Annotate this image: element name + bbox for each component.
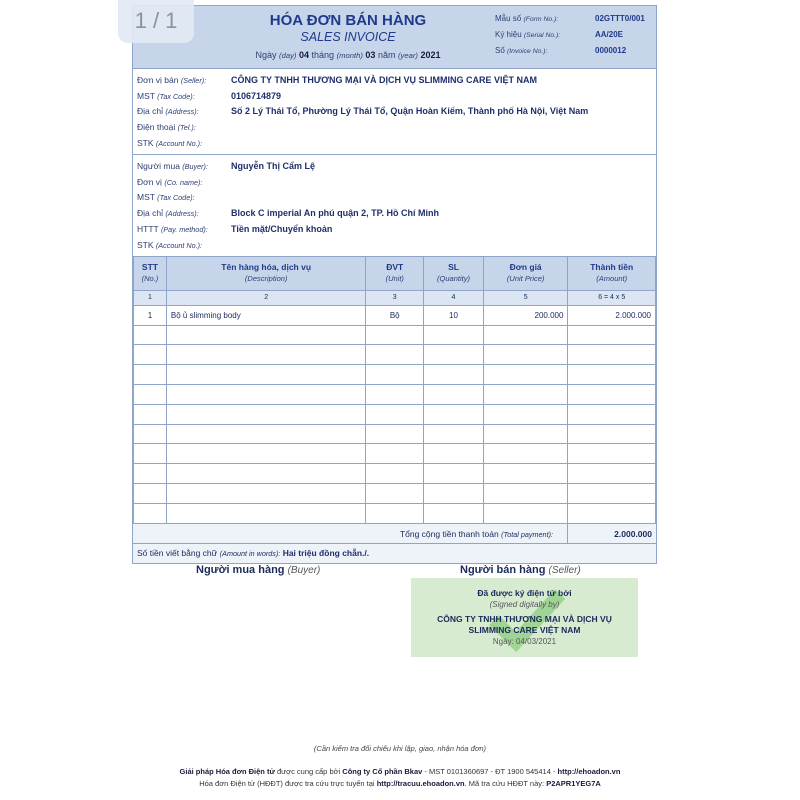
label-vi: MST bbox=[137, 90, 155, 101]
label-en: (Pay. method): bbox=[160, 225, 208, 235]
month-en: (month) bbox=[336, 51, 363, 60]
table-cell bbox=[166, 404, 365, 424]
table-cell: 1 bbox=[134, 305, 167, 325]
day-label: Ngày bbox=[255, 50, 277, 60]
seller-field bbox=[137, 72, 652, 88]
meta-invoice-no bbox=[495, 46, 645, 62]
year-en: (year) bbox=[397, 51, 418, 60]
page-indicator: 1 / 1 bbox=[118, 0, 194, 43]
table-cell bbox=[568, 424, 656, 444]
table-cell: Bộ ủ slimming body bbox=[166, 305, 365, 325]
label-en: (Tax Code): bbox=[157, 91, 195, 101]
label-en: (Tel.): bbox=[177, 123, 196, 133]
table-cell bbox=[424, 503, 484, 523]
table-cell bbox=[366, 384, 424, 404]
column-header bbox=[568, 256, 656, 290]
column-header bbox=[134, 256, 167, 290]
empty-row bbox=[134, 345, 656, 365]
column-index-row bbox=[134, 290, 656, 305]
label-en: (Address): bbox=[165, 107, 199, 117]
f1d: - MST 0101360697 - ĐT 1900 545414 - bbox=[422, 767, 558, 776]
table-cell bbox=[483, 404, 568, 424]
meta-value: 0000012 bbox=[595, 46, 627, 55]
table-cell bbox=[134, 444, 167, 464]
empty-row bbox=[134, 325, 656, 345]
seller-sig-en: (Seller) bbox=[548, 565, 581, 576]
stamp-line2: (Signed digitally by) bbox=[489, 600, 560, 609]
field-label bbox=[137, 106, 231, 116]
table-cell bbox=[166, 483, 365, 503]
invoice-meta bbox=[495, 14, 645, 62]
table-cell bbox=[166, 384, 365, 404]
table-cell bbox=[483, 365, 568, 385]
table-cell bbox=[424, 325, 484, 345]
empty-row bbox=[134, 365, 656, 385]
buyer-sig-label: Người mua hàng bbox=[196, 564, 285, 576]
empty-row bbox=[134, 464, 656, 484]
meta-label-en: (Serial No.): bbox=[523, 32, 561, 39]
label-vi: Đơn vị bán bbox=[137, 74, 179, 85]
table-row bbox=[134, 305, 656, 325]
label-en: (Account No.): bbox=[155, 139, 203, 149]
label-en: (Address): bbox=[165, 209, 199, 219]
label-vi: Điện thoại bbox=[137, 122, 176, 133]
header-en: (Unit) bbox=[385, 274, 404, 284]
invoice-subtitle: SALES INVOICE bbox=[300, 30, 396, 44]
empty-row bbox=[134, 424, 656, 444]
header-en: (Amount) bbox=[596, 274, 628, 284]
field-label bbox=[137, 192, 231, 202]
table-cell bbox=[424, 444, 484, 464]
words-label: Số tiền viết bằng chữ bbox=[137, 547, 218, 558]
day-en: (day) bbox=[279, 51, 297, 60]
table-cell bbox=[483, 384, 568, 404]
field-label bbox=[137, 224, 231, 234]
table-cell bbox=[366, 483, 424, 503]
table-cell bbox=[366, 444, 424, 464]
column-index: 6 = 4 x 5 bbox=[568, 290, 656, 305]
table-cell bbox=[568, 365, 656, 385]
seller-signature-title bbox=[460, 564, 581, 576]
table-cell bbox=[424, 404, 484, 424]
table-cell: Bộ bbox=[366, 305, 424, 325]
f2a: Hóa đơn Điện tử (HĐĐT) được tra cứu trực tuyến tại bbox=[199, 779, 377, 788]
table-cell bbox=[366, 404, 424, 424]
field-label bbox=[137, 138, 231, 148]
label-vi: Đơn vị bbox=[137, 176, 162, 187]
invoice-title: HÓA ĐƠN BÁN HÀNG bbox=[269, 12, 427, 29]
buyer-field bbox=[137, 174, 652, 190]
table-cell bbox=[134, 325, 167, 345]
stamp-date: Ngày: 04/03/2021 bbox=[492, 637, 557, 646]
label-en: (Account No.): bbox=[155, 240, 203, 250]
table-cell bbox=[424, 464, 484, 484]
provider-link[interactable]: http://ehoadon.vn bbox=[557, 767, 621, 776]
meta-form-no bbox=[495, 14, 645, 30]
column-index: 2 bbox=[166, 290, 365, 305]
empty-row bbox=[134, 404, 656, 424]
label-vi: Địa chỉ bbox=[137, 208, 163, 219]
table-cell bbox=[483, 464, 568, 484]
header-en: (Description) bbox=[244, 274, 288, 284]
buyer-sig-en: (Buyer) bbox=[287, 565, 321, 576]
meta-value: AA/20E bbox=[595, 30, 624, 39]
field-label bbox=[137, 177, 231, 187]
column-header bbox=[483, 256, 568, 290]
lookup-code: P2APR1YEG7A bbox=[546, 779, 601, 788]
seller-field bbox=[137, 88, 652, 104]
header-en: (No.) bbox=[141, 274, 159, 284]
buyer-field bbox=[137, 205, 652, 221]
table-cell bbox=[366, 365, 424, 385]
header-vi: Đơn giá bbox=[509, 262, 542, 273]
empty-row bbox=[134, 384, 656, 404]
table-cell bbox=[568, 503, 656, 523]
f1a: Giải pháp Hóa đơn Điện tử bbox=[179, 767, 275, 776]
table-cell bbox=[166, 444, 365, 464]
table-cell bbox=[366, 503, 424, 523]
label-vi: STK bbox=[137, 239, 154, 250]
table-cell: 200.000 bbox=[483, 305, 568, 325]
items-table bbox=[133, 256, 656, 524]
header-vi: Thành tiền bbox=[590, 262, 634, 273]
table-cell bbox=[483, 424, 568, 444]
label-vi: Địa chỉ bbox=[137, 106, 163, 117]
f1c: Công ty Cổ phần Bkav bbox=[342, 767, 423, 776]
table-cell bbox=[166, 424, 365, 444]
stamp-company: CÔNG TY TNHH THƯƠNG MẠI VÀ DỊCH VỤ SLIMMING CARE VIỆT NAM bbox=[437, 614, 612, 635]
field-value: Tiền mặt/Chuyển khoản bbox=[231, 224, 333, 235]
empty-row bbox=[134, 483, 656, 503]
field-value: CÔNG TY TNHH THƯƠNG MẠI VÀ DỊCH VỤ SLIMMING CARE VIỆT NAM bbox=[231, 74, 537, 85]
buyer-field bbox=[137, 221, 652, 237]
empty-row bbox=[134, 444, 656, 464]
table-cell bbox=[483, 345, 568, 365]
table-cell bbox=[483, 325, 568, 345]
table-cell bbox=[366, 325, 424, 345]
table-cell bbox=[568, 325, 656, 345]
label-vi: Người mua bbox=[137, 160, 180, 171]
buyer-field bbox=[137, 237, 652, 253]
stamp-line1: Đã được ký điện tử bởi bbox=[477, 588, 572, 598]
field-value: 0106714879 bbox=[231, 90, 282, 101]
column-index: 4 bbox=[424, 290, 484, 305]
table-cell bbox=[134, 424, 167, 444]
column-header bbox=[424, 256, 484, 290]
f2c: . Mã tra cứu HĐĐT này: bbox=[464, 779, 547, 788]
table-cell bbox=[424, 345, 484, 365]
column-index: 5 bbox=[483, 290, 568, 305]
table-cell bbox=[166, 464, 365, 484]
field-value: Nguyễn Thị Cẩm Lệ bbox=[231, 160, 316, 171]
field-value: Block C imperial An phú quận 2, TP. Hồ Chí Minh bbox=[231, 208, 440, 219]
meta-label: Ký hiệu bbox=[495, 30, 522, 39]
invoice bbox=[132, 5, 657, 564]
table-cell bbox=[166, 365, 365, 385]
table-cell bbox=[568, 384, 656, 404]
field-label bbox=[137, 240, 231, 250]
seller-field bbox=[137, 135, 652, 151]
header-vi: Tên hàng hóa, dịch vụ bbox=[221, 262, 312, 273]
table-cell bbox=[568, 464, 656, 484]
seller-section bbox=[133, 69, 656, 155]
label-vi: STK bbox=[137, 138, 154, 149]
table-cell bbox=[424, 424, 484, 444]
table-cell bbox=[424, 384, 484, 404]
meta-label: Mẫu số bbox=[495, 14, 522, 23]
lookup-link[interactable]: http://tracuu.ehoadon.vn bbox=[376, 779, 465, 788]
table-cell bbox=[568, 345, 656, 365]
table-cell bbox=[134, 365, 167, 385]
table-cell bbox=[424, 483, 484, 503]
label-vi: HTTT bbox=[137, 224, 159, 235]
field-label bbox=[137, 91, 231, 101]
meta-label-en: (Form No.): bbox=[523, 16, 559, 23]
footer-provider bbox=[0, 767, 800, 776]
buyer-section bbox=[133, 155, 656, 256]
table-cell: 2.000.000 bbox=[568, 305, 656, 325]
field-value: Số 2 Lý Thái Tổ, Phường Lý Thái Tổ, Quận Hoàn Kiếm, Thành phố Hà Nội, Việt Nam bbox=[231, 106, 589, 117]
table-cell bbox=[134, 404, 167, 424]
header-vi: SL bbox=[448, 262, 459, 273]
month: 03 bbox=[365, 50, 376, 60]
total-value: 2.000.000 bbox=[614, 528, 652, 539]
seller-field bbox=[137, 119, 652, 135]
total-row bbox=[133, 524, 656, 544]
label-en: (Co. name): bbox=[164, 177, 203, 187]
table-cell bbox=[134, 503, 167, 523]
table-cell bbox=[166, 325, 365, 345]
buyer-field bbox=[137, 158, 652, 174]
year: 2021 bbox=[420, 50, 441, 60]
table-cell bbox=[568, 404, 656, 424]
column-index: 1 bbox=[134, 290, 167, 305]
field-label bbox=[137, 75, 231, 85]
seller-field bbox=[137, 104, 652, 120]
table-cell bbox=[134, 483, 167, 503]
header-vi: ĐVT bbox=[386, 262, 404, 273]
meta-value: 02GTTT0/001 bbox=[595, 14, 645, 23]
digital-signature-stamp bbox=[411, 578, 638, 657]
table-cell bbox=[483, 503, 568, 523]
footer-note: (Cần kiểm tra đối chiếu khi lập, giao, nhận hóa đơn) bbox=[313, 744, 487, 753]
table-cell bbox=[483, 444, 568, 464]
field-label bbox=[137, 161, 231, 171]
invoice-header bbox=[133, 6, 656, 69]
total-label: Tổng cộng tiền thanh toán bbox=[399, 528, 499, 539]
column-index: 3 bbox=[366, 290, 424, 305]
words-label-en: (Amount in words): bbox=[219, 548, 281, 558]
empty-row bbox=[134, 503, 656, 523]
seller-sig-label: Người bán hàng bbox=[460, 564, 546, 576]
header-en: (Quantity) bbox=[437, 274, 470, 284]
table-cell bbox=[166, 503, 365, 523]
meta-label-en: (Invoice No.): bbox=[507, 48, 548, 55]
month-label: tháng bbox=[311, 50, 335, 60]
column-header bbox=[366, 256, 424, 290]
table-cell bbox=[366, 424, 424, 444]
table-cell bbox=[568, 483, 656, 503]
table-cell bbox=[366, 345, 424, 365]
table-cell bbox=[134, 464, 167, 484]
f1b: được cung cấp bởi bbox=[274, 767, 343, 776]
label-en: (Seller): bbox=[180, 75, 207, 85]
header-en: (Unit Price) bbox=[506, 274, 545, 284]
label-en: (Tax Code): bbox=[157, 193, 195, 203]
footer-lookup bbox=[0, 779, 800, 788]
table-cell bbox=[483, 483, 568, 503]
table-cell bbox=[424, 365, 484, 385]
column-header bbox=[166, 256, 365, 290]
words-value: Hai triệu đồng chẵn./. bbox=[282, 547, 370, 558]
header-vi: STT bbox=[141, 262, 158, 273]
invoice-date bbox=[223, 50, 473, 60]
amount-in-words bbox=[133, 544, 656, 563]
label-vi: MST bbox=[137, 192, 155, 203]
table-cell bbox=[134, 345, 167, 365]
table-cell bbox=[134, 384, 167, 404]
total-label-en: (Total payment): bbox=[501, 529, 553, 539]
table-header-row bbox=[134, 256, 656, 290]
meta-label: Số bbox=[495, 46, 505, 55]
year-label: năm bbox=[377, 50, 396, 60]
meta-serial-no bbox=[495, 30, 645, 46]
field-label bbox=[137, 122, 231, 132]
buyer-signature-title bbox=[196, 564, 320, 576]
field-label bbox=[137, 208, 231, 218]
table-cell: 10 bbox=[424, 305, 484, 325]
day: 04 bbox=[298, 50, 309, 60]
table-cell bbox=[166, 345, 365, 365]
buyer-field bbox=[137, 190, 652, 206]
table-cell bbox=[366, 464, 424, 484]
table-cell bbox=[568, 444, 656, 464]
label-en: (Buyer): bbox=[182, 161, 208, 171]
